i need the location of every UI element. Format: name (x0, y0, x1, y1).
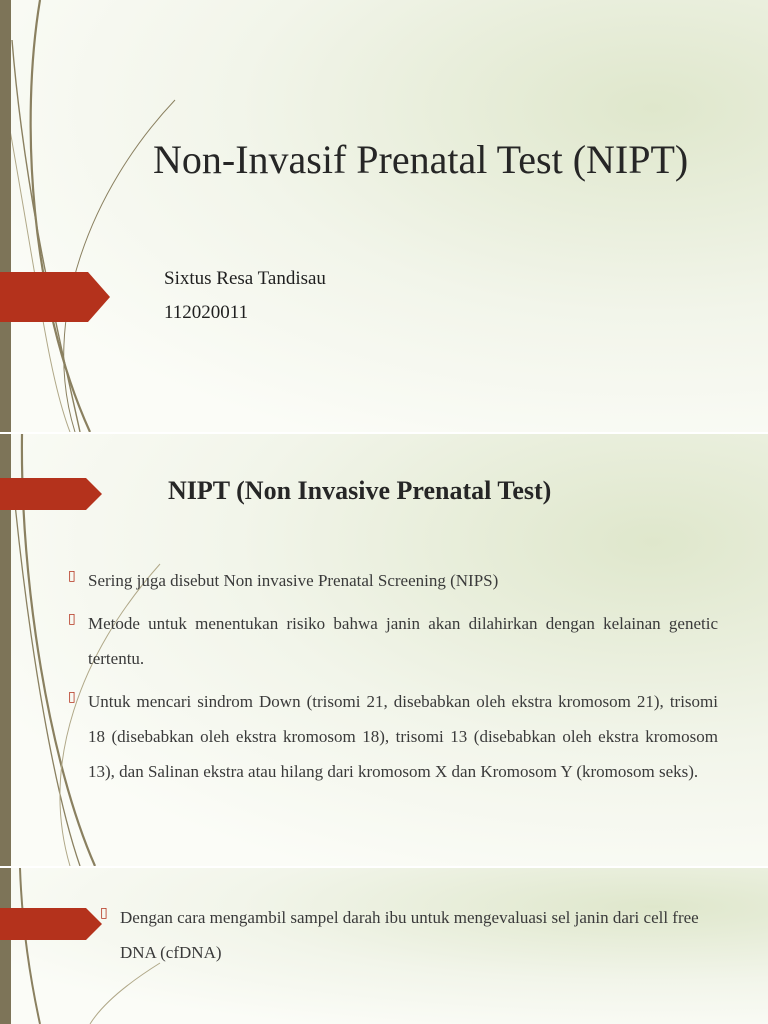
bullet-icon: ▯ (68, 612, 76, 627)
content-slide-nipt (0, 434, 768, 866)
list-item: ▯ Untuk mencari sindrom Down (trisomi 21, disebabkan oleh ekstra kromosom 21), trisomi 18 (disebabkan oleh ekstra kromosom 18), trisomi 13 (disebabkan oleh ekstra kromosom 13), dan Salinan ekstra atau hilang dari kromosom X dan Kromosom Y (kromosom seks). (88, 684, 718, 789)
bullet-icon: ▯ (68, 690, 76, 705)
content-slide-method (0, 868, 768, 1024)
author-name: Sixtus Resa Tandisau (164, 268, 326, 289)
bullet-icon: ▯ (100, 906, 108, 921)
slide-heading: NIPT (Non Invasive Prenatal Test) (168, 476, 552, 505)
left-accent-strip (0, 0, 11, 432)
student-id: 112020011 (164, 302, 249, 323)
list-item: ▯ Sering juga disebut Non invasive Prenatal Screening (NIPS) (88, 563, 718, 598)
list-item: ▯ Dengan cara mengambil sampel darah ibu untuk mengevaluasi sel janin dari cell free DNA (cfDNA) (120, 900, 720, 970)
list-item: ▯ Metode untuk menentukan risiko bahwa janin akan dilahirkan dengan kelainan genetic tertentu. (88, 606, 718, 676)
accent-arrow-tab (0, 272, 110, 322)
bullet-list (100, 900, 720, 970)
title-slide (0, 0, 768, 432)
left-accent-strip (0, 868, 11, 1024)
decorative-curves (0, 0, 768, 432)
accent-arrow-tab (0, 908, 102, 940)
accent-arrow-tab (0, 478, 102, 510)
bullet-icon: ▯ (68, 569, 76, 584)
slide-title: Non-Invasif Prenatal Test (NIPT) (153, 137, 689, 182)
bullet-list (68, 563, 718, 789)
